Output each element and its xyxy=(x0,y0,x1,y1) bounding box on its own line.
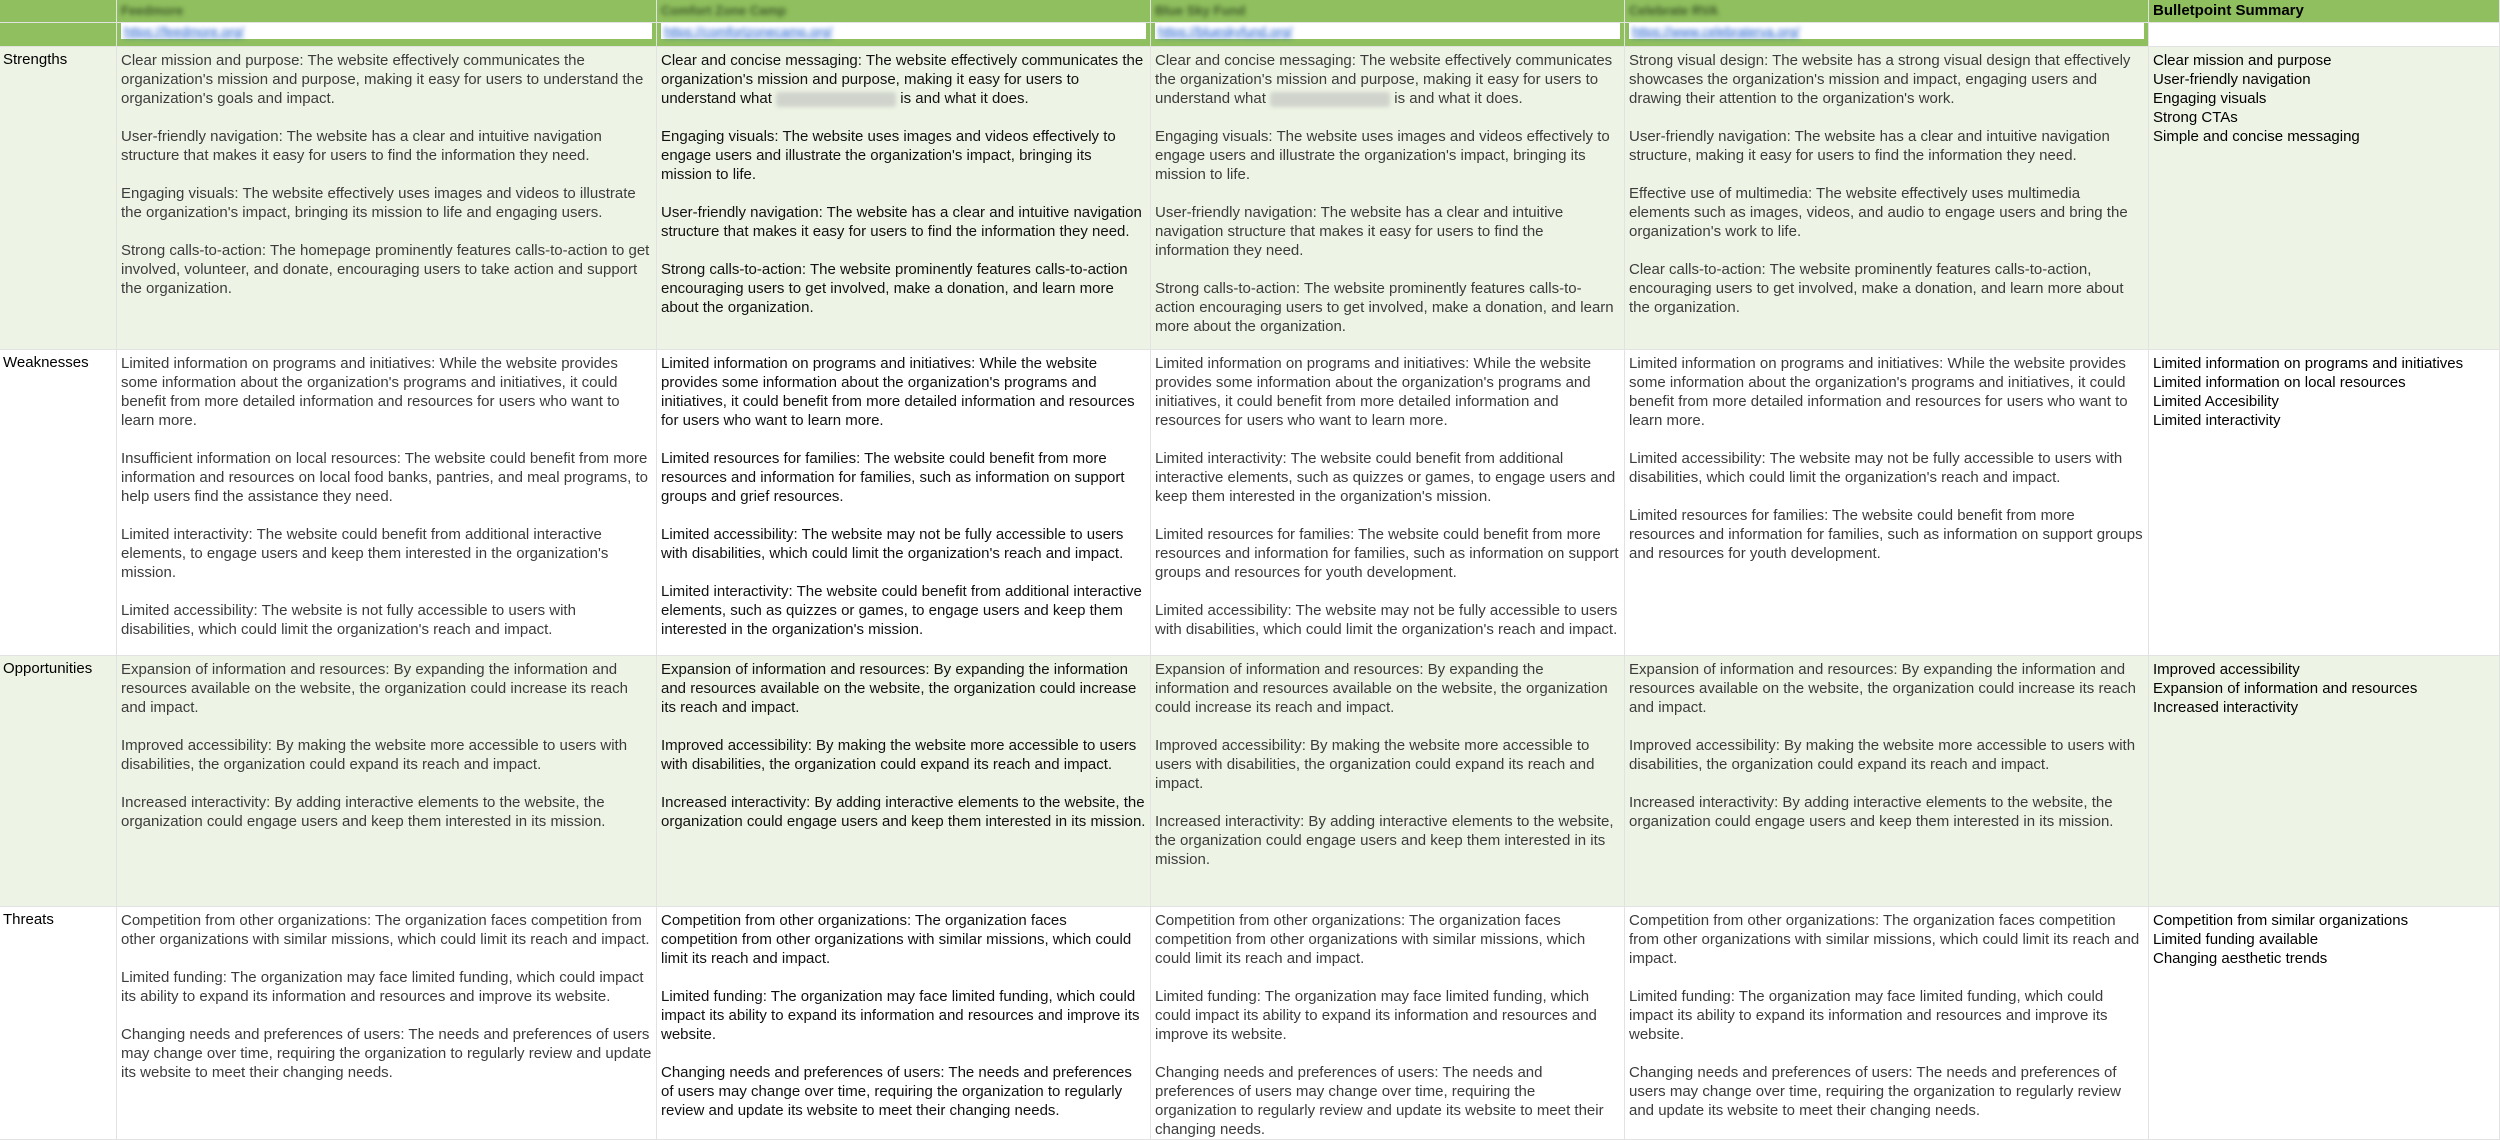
threats-summary-cell[interactable] xyxy=(2149,907,2500,1140)
summary-item: Improved accessibility xyxy=(2153,661,2300,678)
cell-paragraph: Competition from other organizations: The organization faces competition from other organizations with similar missions, which could limit its reach and impact. xyxy=(121,912,650,948)
cell-paragraph xyxy=(1155,51,1620,108)
cell-paragraph: Changing needs and preferences of users: The needs and preferences of users may change over time, requiring the organization to regularly review and update its website to meet their changing needs. xyxy=(1629,1064,2121,1119)
cell-paragraph: Engaging visuals: The website effectively uses images and videos to illustrate the organization's impact, bringing its mission to life and engaging users. xyxy=(121,185,636,221)
cell-paragraph: Competition from other organizations: The organization faces competition from other organizations with similar missions, which could limit its reach and impact. xyxy=(1629,912,2140,967)
opportunities-summary-cell[interactable] xyxy=(2149,656,2500,907)
org-url-link[interactable]: https://feedmore.org/ xyxy=(124,24,244,39)
intro-text: Clear and concise messaging: The website effectively communicates the organization's mission and purpose, making it easy for users to understand what xyxy=(661,52,1144,107)
redacted-org-name xyxy=(1270,92,1390,107)
url-cell-col4[interactable] xyxy=(1625,23,2149,47)
row-label-opportunities[interactable]: Opportunities xyxy=(0,656,117,907)
opportunities-cell-col2[interactable] xyxy=(657,656,1151,907)
threats-cell-col2[interactable] xyxy=(657,907,1151,1140)
cell-paragraph: Limited accessibility: The website is not fully accessible to users with disabilities, which could limit the organization's reach and impact. xyxy=(121,602,576,638)
url-cell-col3[interactable] xyxy=(1151,23,1625,47)
redacted-org-name xyxy=(776,92,896,107)
url-corner-cell[interactable] xyxy=(0,23,117,47)
cell-paragraph: Engaging visuals: The website uses images and videos effectively to engage users and illustrate the organization's impact, bringing its mission to life. xyxy=(1155,128,1610,183)
cell-paragraph: Limited funding: The organization may face limited funding, which could impact its ability to expand its information and resources and improve its website. xyxy=(121,969,644,1005)
cell-paragraph: Limited interactivity: The website could benefit from additional interactive elements, such as quizzes or games, to engage users and keep them interested in the organization's mission. xyxy=(1155,450,1616,505)
summary-item: Simple and concise messaging xyxy=(2153,128,2360,145)
intro-text-end: is and what it does. xyxy=(1394,90,1523,107)
weaknesses-cell-col1[interactable] xyxy=(117,350,657,656)
url-cell-col2[interactable] xyxy=(657,23,1151,47)
weaknesses-cell-col4[interactable] xyxy=(1625,350,2149,656)
cell-paragraph: User-friendly navigation: The website has a clear and intuitive navigation structure that makes it easy for users to find the information they need. xyxy=(661,204,1142,240)
summary-item: Strong CTAs xyxy=(2153,109,2238,126)
header-corner-cell[interactable] xyxy=(0,0,117,23)
header-cell-summary[interactable]: Bulletpoint Summary xyxy=(2149,0,2500,23)
summary-item: Limited information on local resources xyxy=(2153,374,2406,391)
cell-paragraph: Strong visual design: The website has a strong visual design that effectively showcases the organization's mission and impact, engaging users and drawing their attention to the organization's work. xyxy=(1629,52,2131,107)
header-org-name: Blue Sky Fund xyxy=(1155,3,1246,18)
org-url-link[interactable]: https://comfortzonecamp.org/ xyxy=(664,24,833,39)
cell-paragraph: Limited resources for families: The website could benefit from more resources and information for families, such as information on support groups and resources for youth development. xyxy=(1629,507,2143,562)
strengths-cell-col1[interactable] xyxy=(117,47,657,350)
cell-paragraph: Improved accessibility: By making the website more accessible to users with disabilities, the organization could expand its reach and impact. xyxy=(1155,737,1595,792)
org-url-link[interactable]: https://www.celebraterva.org/ xyxy=(1632,24,1800,39)
cell-paragraph: Strong calls-to-action: The website prominently features calls-to-action encouraging users to get involved, make a donation, and learn more about the organization. xyxy=(661,261,1128,316)
cell-paragraph: Limited resources for families: The website could benefit from more resources and information for families, such as information on support groups and grief resources. xyxy=(661,450,1125,505)
cell-paragraph: Limited information on programs and initiatives: While the website provides some information about the organization's programs and initiatives, it could benefit from more detailed information and resources for users who want to learn more. xyxy=(661,355,1135,429)
strengths-cell-col3[interactable] xyxy=(1151,47,1625,350)
cell-paragraph: Expansion of information and resources: By expanding the information and resources available on the website, the organization could increase its reach and impact. xyxy=(121,661,628,716)
cell-paragraph: Expansion of information and resources: By expanding the information and resources available on the website, the organization could increase its reach and impact. xyxy=(661,661,1137,716)
header-cell-col4[interactable] xyxy=(1625,0,2149,23)
summary-item: Limited Accesibility xyxy=(2153,393,2279,410)
threats-cell-col3[interactable] xyxy=(1151,907,1625,1140)
strengths-summary-cell[interactable] xyxy=(2149,47,2500,350)
intro-text: Clear and concise messaging: The website effectively communicates the organization's mission and purpose, making it easy for users to understand what xyxy=(1155,52,1613,107)
cell-paragraph: Limited resources for families: The website could benefit from more resources and information for families, such as information on support groups and resources for youth development. xyxy=(1155,526,1619,581)
summary-item: Competition from similar organizations xyxy=(2153,912,2409,929)
cell-paragraph: Limited information on programs and initiatives: While the website provides some information about the organization's programs and initiatives, it could benefit from more detailed information and resources for users who want to learn more. xyxy=(1155,355,1592,429)
summary-item: Clear mission and purpose xyxy=(2153,52,2332,69)
cell-paragraph: Increased interactivity: By adding interactive elements to the website, the organization could engage users and keep them interested in its mission. xyxy=(661,794,1146,830)
cell-paragraph: Limited accessibility: The website may not be fully accessible to users with disabilities, which could limit the organization's reach and impact. xyxy=(1155,602,1618,638)
summary-item: Changing aesthetic trends xyxy=(2153,950,2328,967)
cell-paragraph: Increased interactivity: By adding interactive elements to the website, the organization could engage users and keep them interested in its mission. xyxy=(121,794,606,830)
cell-paragraph: Increased interactivity: By adding interactive elements to the website, the organization could engage users and keep them interested in its mission. xyxy=(1155,813,1614,868)
row-label-threats[interactable]: Threats xyxy=(0,907,117,1140)
cell-paragraph: User-friendly navigation: The website has a clear and intuitive navigation structure that makes it easy for users to find the information they need. xyxy=(1155,204,1564,259)
weaknesses-cell-col3[interactable] xyxy=(1151,350,1625,656)
cell-paragraph: Clear mission and purpose: The website effectively communicates the organization's mission and purpose, making it easy for users to understand the organization's goals and impact. xyxy=(121,52,644,107)
header-cell-col2[interactable] xyxy=(657,0,1151,23)
header-org-name: Comfort Zone Camp xyxy=(661,3,786,18)
url-cell-summary[interactable] xyxy=(2149,23,2500,47)
summary-item: Expansion of information and resources xyxy=(2153,680,2418,697)
cell-paragraph: Limited funding: The organization may face limited funding, which could impact its ability to expand its information and resources and improve its website. xyxy=(661,988,1140,1043)
cell-paragraph xyxy=(661,51,1146,108)
strengths-cell-col4[interactable] xyxy=(1625,47,2149,350)
cell-paragraph: Changing needs and preferences of users: The needs and preferences of users may change over time, requiring the organization to regularly review and update its website to meet their changing needs. xyxy=(661,1064,1132,1119)
summary-item: Limited information on programs and initiatives xyxy=(2153,355,2464,372)
cell-paragraph: Improved accessibility: By making the website more accessible to users with disabilities, the organization could expand its reach and impact. xyxy=(661,737,1137,773)
summary-item: Engaging visuals xyxy=(2153,90,2267,107)
cell-paragraph: Changing needs and preferences of users: The needs and preferences of users may change over time, requiring the organization to regularly review and update its website to meet their changing needs. xyxy=(1155,1064,1604,1138)
url-cell-col1[interactable] xyxy=(117,23,657,47)
intro-text-end: is and what it does. xyxy=(900,90,1029,107)
cell-paragraph: Clear calls-to-action: The website prominently features calls-to-action, encouraging users to get involved, make a donation, and learn more about the organization. xyxy=(1629,261,2124,316)
opportunities-cell-col3[interactable] xyxy=(1151,656,1625,907)
cell-paragraph: Strong calls-to-action: The homepage prominently features calls-to-action to get involved, volunteer, and donate, encouraging users to take action and support the organization. xyxy=(121,242,650,297)
cell-paragraph: Effective use of multimedia: The website effectively uses multimedia elements such as images, videos, and audio to engage users and bring the organization's work to life. xyxy=(1629,185,2128,240)
summary-item: User-friendly navigation xyxy=(2153,71,2311,88)
threats-cell-col1[interactable] xyxy=(117,907,657,1140)
cell-paragraph: Strong calls-to-action: The website prominently features calls-to-action encouraging users to get involved, make a donation, and learn more about the organization. xyxy=(1155,280,1614,335)
opportunities-cell-col4[interactable] xyxy=(1625,656,2149,907)
cell-paragraph: Limited information on programs and initiatives: While the website provides some information about the organization's programs and initiatives, it could benefit from more detailed information and resources for users who want to learn more. xyxy=(121,355,620,429)
cell-paragraph: Limited interactivity: The website could benefit from additional interactive elements, to engage users and keep them interested in the organization's mission. xyxy=(121,526,609,581)
weaknesses-cell-col2[interactable] xyxy=(657,350,1151,656)
summary-item: Limited interactivity xyxy=(2153,412,2281,429)
cell-paragraph: Improved accessibility: By making the website more accessible to users with disabilities, the organization could expand its reach and impact. xyxy=(1629,737,2136,773)
org-url-link[interactable]: https://blueskyfund.org/ xyxy=(1158,24,1293,39)
cell-paragraph: Competition from other organizations: The organization faces competition from other organizations with similar missions, which could limit its reach and impact. xyxy=(661,912,1132,967)
threats-cell-col4[interactable] xyxy=(1625,907,2149,1140)
cell-paragraph: Limited interactivity: The website could benefit from additional interactive elements, such as quizzes or games, to engage users and keep them interested in the organization's mission. xyxy=(661,583,1142,638)
cell-paragraph: Improved accessibility: By making the website more accessible to users with disabilities, the organization could expand its reach and impact. xyxy=(121,737,628,773)
cell-paragraph: User-friendly navigation: The website has a clear and intuitive navigation structure, making it easy for users to find the information they need. xyxy=(1629,128,2110,164)
cell-paragraph: Limited funding: The organization may face limited funding, which could impact its ability to expand its information and resources and improve its website. xyxy=(1155,988,1597,1043)
strengths-cell-col2[interactable] xyxy=(657,47,1151,350)
cell-paragraph: Competition from other organizations: The organization faces competition from other organizations with similar missions, which could limit its reach and impact. xyxy=(1155,912,1586,967)
header-org-name: Celebrate RVA xyxy=(1629,3,1719,18)
header-cell-col3[interactable] xyxy=(1151,0,1625,23)
cell-paragraph: Limited accessibility: The website may not be fully accessible to users with disabilities, which could limit the organization's reach and impact. xyxy=(1629,450,2123,486)
summary-item: Increased interactivity xyxy=(2153,699,2299,716)
header-org-name: Feedmore xyxy=(121,3,184,18)
cell-paragraph: Changing needs and preferences of users: The needs and preferences of users may change over time, requiring the organization to regularly review and update its website to meet their changing needs. xyxy=(121,1026,652,1081)
summary-item: Limited funding available xyxy=(2153,931,2319,948)
row-label-strengths[interactable]: Strengths xyxy=(0,47,117,350)
cell-paragraph: Expansion of information and resources: By expanding the information and resources available on the website, the organization could increase its reach and impact. xyxy=(1155,661,1608,716)
cell-paragraph: Expansion of information and resources: By expanding the information and resources available on the website, the organization could increase its reach and impact. xyxy=(1629,661,2136,716)
opportunities-cell-col1[interactable] xyxy=(117,656,657,907)
cell-paragraph: Engaging visuals: The website uses images and videos effectively to engage users and illustrate the organization's impact, bringing its mission to life. xyxy=(661,128,1116,183)
cell-paragraph: Insufficient information on local resources: The website could benefit from more information and resources on local food banks, pantries, and meal programs, to help users find the assistance they need. xyxy=(121,450,648,505)
cell-paragraph: Limited accessibility: The website may not be fully accessible to users with disabilities, which could limit the organization's reach and impact. xyxy=(661,526,1124,562)
cell-paragraph: User-friendly navigation: The website has a clear and intuitive navigation structure that makes it easy for users to find the information they need. xyxy=(121,128,602,164)
row-label-weaknesses[interactable]: Weaknesses xyxy=(0,350,117,656)
cell-paragraph: Limited funding: The organization may face limited funding, which could impact its ability to expand its information and resources and improve its website. xyxy=(1629,988,2108,1043)
cell-paragraph: Limited information on programs and initiatives: While the website provides some information about the organization's programs and initiatives, it could benefit from more detailed information and resources for users who want to learn more. xyxy=(1629,355,2128,429)
header-cell-col1[interactable] xyxy=(117,0,657,23)
cell-paragraph: Increased interactivity: By adding interactive elements to the website, the organization could engage users and keep them interested in its mission. xyxy=(1629,794,2114,830)
weaknesses-summary-cell[interactable] xyxy=(2149,350,2500,656)
